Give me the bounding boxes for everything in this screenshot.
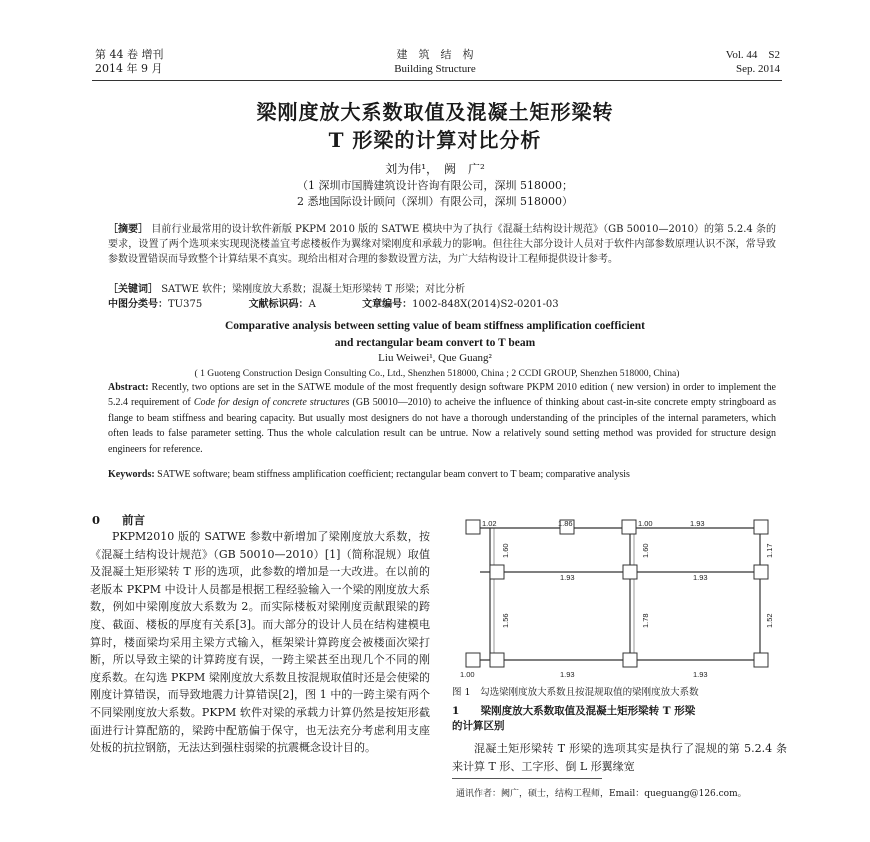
footnote: 通讯作者：阙广，硕士，结构工程师，Email：queguang@126.com。 xyxy=(456,789,747,799)
section-0-paragraph: PKPM2010 版的 SATWE 参数中新增加了梁刚度放大系数，按《混凝土结构设计规范》（GB 50010—2010）[1]（简称混规）取值及混凝土矩形梁转 T 形的选项，此参数的增加是一大改进。在以前的老版本 PKPM 中设计人员都是根据工程经验输入一个梁的刚度放大系数，例如中梁刚度放大系数为 2。而实际楼板对梁刚度贡献跟梁的跨度、截面、楼板的厚度有关系[3]。而大部分的设计人员在结构建模电算时，楼面梁均采用主梁方式输入，框架梁计算跨度会被楼面次梁打断，所以导致主梁的计算跨度有误，一跨主梁甚至出现几个不同的刚度系数。在勾选 PKPM 梁刚度放大系数且按混规取值时还是会使梁的刚度计算错误，而导致地震力计算错误[2]，图 1 中的一跨主梁有两个不同梁刚度放大系数。PKPM 软件对梁的承载力计算仍然是按矩形截面进行计算配筋的，梁跨中配筋偏于保守，也无法充分考虑利用支座处板的抗拉钢筋，无法达到强柱弱梁的抗震概念设计目的。 xyxy=(90,530,430,755)
abstract-label: ［摘要］ xyxy=(108,224,149,235)
section-0-title: 前言 xyxy=(122,513,146,527)
figure-1 xyxy=(450,510,790,690)
abstract-text: 目前行业最常用的设计软件新版 PKPM 2010 版的 SATWE 模块中为了执行《混凝土结构设计规范》（GB 50010—2010）的第 5.2.4 条的要求，设置了两个选项来实现现浇楼盖宜考虑楼板作为翼缘对梁刚度和承载力的影响。但往往大部分设计人员对于软件内部参数原理认识不深，常导致参数设置错误而导致整个计算结果不真实。现给出相对合理的参数设置方法，为广大结构设计工程师提供设计参考。 xyxy=(108,224,776,265)
en-authors: Liu Weiwei¹, Que Guang² xyxy=(378,352,492,364)
label-mid-2: 1.93 xyxy=(693,573,708,582)
article-label: 文章编号： xyxy=(362,299,413,310)
affiliation-2: 2 悉地国际设计顾问（深圳）有限公司，深圳 518000） xyxy=(297,195,573,208)
label-v-lower-1: 1.56 xyxy=(501,613,510,628)
journal-volume xyxy=(95,48,164,76)
label-v-upper-2: 1.60 xyxy=(641,543,650,558)
label-v-upper-1: 1.60 xyxy=(501,543,510,558)
page-title-line2: T 形梁的计算对比分析 xyxy=(328,128,542,152)
en-affiliation: ( 1 Guoteng Construction Design Consulting Co., Ltd., Shenzhen 518000, China ; 2 CCDI GROUP, Shenzhen 518000, China) xyxy=(194,368,680,379)
en-keywords xyxy=(108,467,776,482)
keywords-label: ［关键词］ xyxy=(108,284,158,295)
doc-label: 文献标识码： xyxy=(248,299,309,310)
section-1-number: 1 xyxy=(452,705,460,717)
beam-grid-diagram xyxy=(450,510,790,690)
section-1-heading xyxy=(452,704,787,734)
en-keywords-text: SATWE software; beam stiffness amplification coefficient; rectangular beam convert to T beam; comparative analysis xyxy=(157,469,630,480)
label-top-2: 1.86 xyxy=(558,519,573,528)
section-1-title-line1: 梁刚度放大系数取值及混凝土矩形梁转 T 形梁 xyxy=(480,705,696,717)
authors-cn: 刘为伟¹， 阙 广² xyxy=(385,162,485,176)
en-abstract xyxy=(108,380,776,457)
en-abstract-code-title: Code for design of concrete structures xyxy=(193,397,350,409)
section-1-title-line2: 的计算区别 xyxy=(452,720,505,732)
affiliation-1: （1 深圳市国腾建筑设计咨询有限公司，深圳 518000； xyxy=(297,179,573,192)
date-line: 2014 年 9 月 xyxy=(95,62,163,75)
label-bot-1: 1.00 xyxy=(460,670,475,679)
page-title-line1: 梁刚度放大系数取值及混凝土矩形梁转 xyxy=(256,100,614,124)
class-label: 中图分类号： xyxy=(108,299,168,310)
label-v-lower-3: 1.52 xyxy=(765,613,774,628)
classification-row xyxy=(108,297,776,312)
journal-name-en: Building Structure xyxy=(394,63,476,75)
en-abstract-text-1: Recently, two options are set in the SATWE module of the most frequently design software PKPM 2010 edition ( new version) in order to implement the 5.2.4 requirement of xyxy=(108,382,776,409)
issue-date-line: Sep. 2014 xyxy=(736,63,780,75)
footnote-rule xyxy=(452,778,602,779)
label-bot-3: 1.93 xyxy=(693,670,708,679)
figure-1-caption: 图 1 勾选梁刚度放大系数且按混规取值的梁刚度放大系数 xyxy=(452,687,699,698)
section-1-paragraph: 混凝土矩形梁转 T 形梁的选项其实是执行了混规的第 5.2.4 条来计算 T 形、工字形、倒 L 形翼缘宽 xyxy=(452,742,787,773)
en-abstract-text-2: (GB 50010—2010) to acheive the influence of thinking about cast-in-site concrete empty stringboard as flange to beam stiffness and bearing capacity. But usually most designers do not have a thorough understanding of the principles of the internal parameters, which often leads to false parameter setting. Thus the whole calculation result can be untrue. Now a relatively sound setting method was provided for structure design engineers for reference. xyxy=(108,397,776,455)
keywords-cn xyxy=(108,282,776,297)
en-title-line2: and rectangular beam convert to T beam xyxy=(334,337,536,349)
label-v-lower-2: 1.78 xyxy=(641,613,650,628)
journal-name-cn: 建 筑 结 构 xyxy=(396,48,474,61)
class-value: TU375 xyxy=(168,299,203,310)
journal-name xyxy=(335,48,535,76)
label-top-3: 1.00 xyxy=(638,519,653,528)
keywords-text: SATWE 软件；梁刚度放大系数；混凝土矩形梁转 T 形梁；对比分析 xyxy=(161,284,466,295)
section-0-heading xyxy=(92,512,145,528)
label-mid-1: 1.93 xyxy=(560,573,575,582)
section-0-number: 0 xyxy=(92,513,101,527)
label-bot-2: 1.93 xyxy=(560,670,575,679)
label-top-4: 1.93 xyxy=(690,519,705,528)
en-abstract-label: Abstract: xyxy=(108,382,149,393)
label-v-upper-3: 1.17 xyxy=(765,543,774,558)
issue-line: Vol. 44 S2 xyxy=(725,49,780,61)
header-rule xyxy=(92,80,782,81)
en-title-line1: Comparative analysis between setting value of beam stiffness amplification coefficient xyxy=(224,320,645,332)
article-value: 1002-848X(2014)S2-0201-03 xyxy=(412,299,559,310)
journal-issue xyxy=(640,48,780,76)
volume-line: 第 44 卷 增刊 xyxy=(95,48,164,61)
doc-value: A xyxy=(308,299,316,310)
en-keywords-label: Keywords: xyxy=(108,469,155,480)
label-top-1: 1.02 xyxy=(482,519,497,528)
abstract-cn xyxy=(108,222,776,267)
